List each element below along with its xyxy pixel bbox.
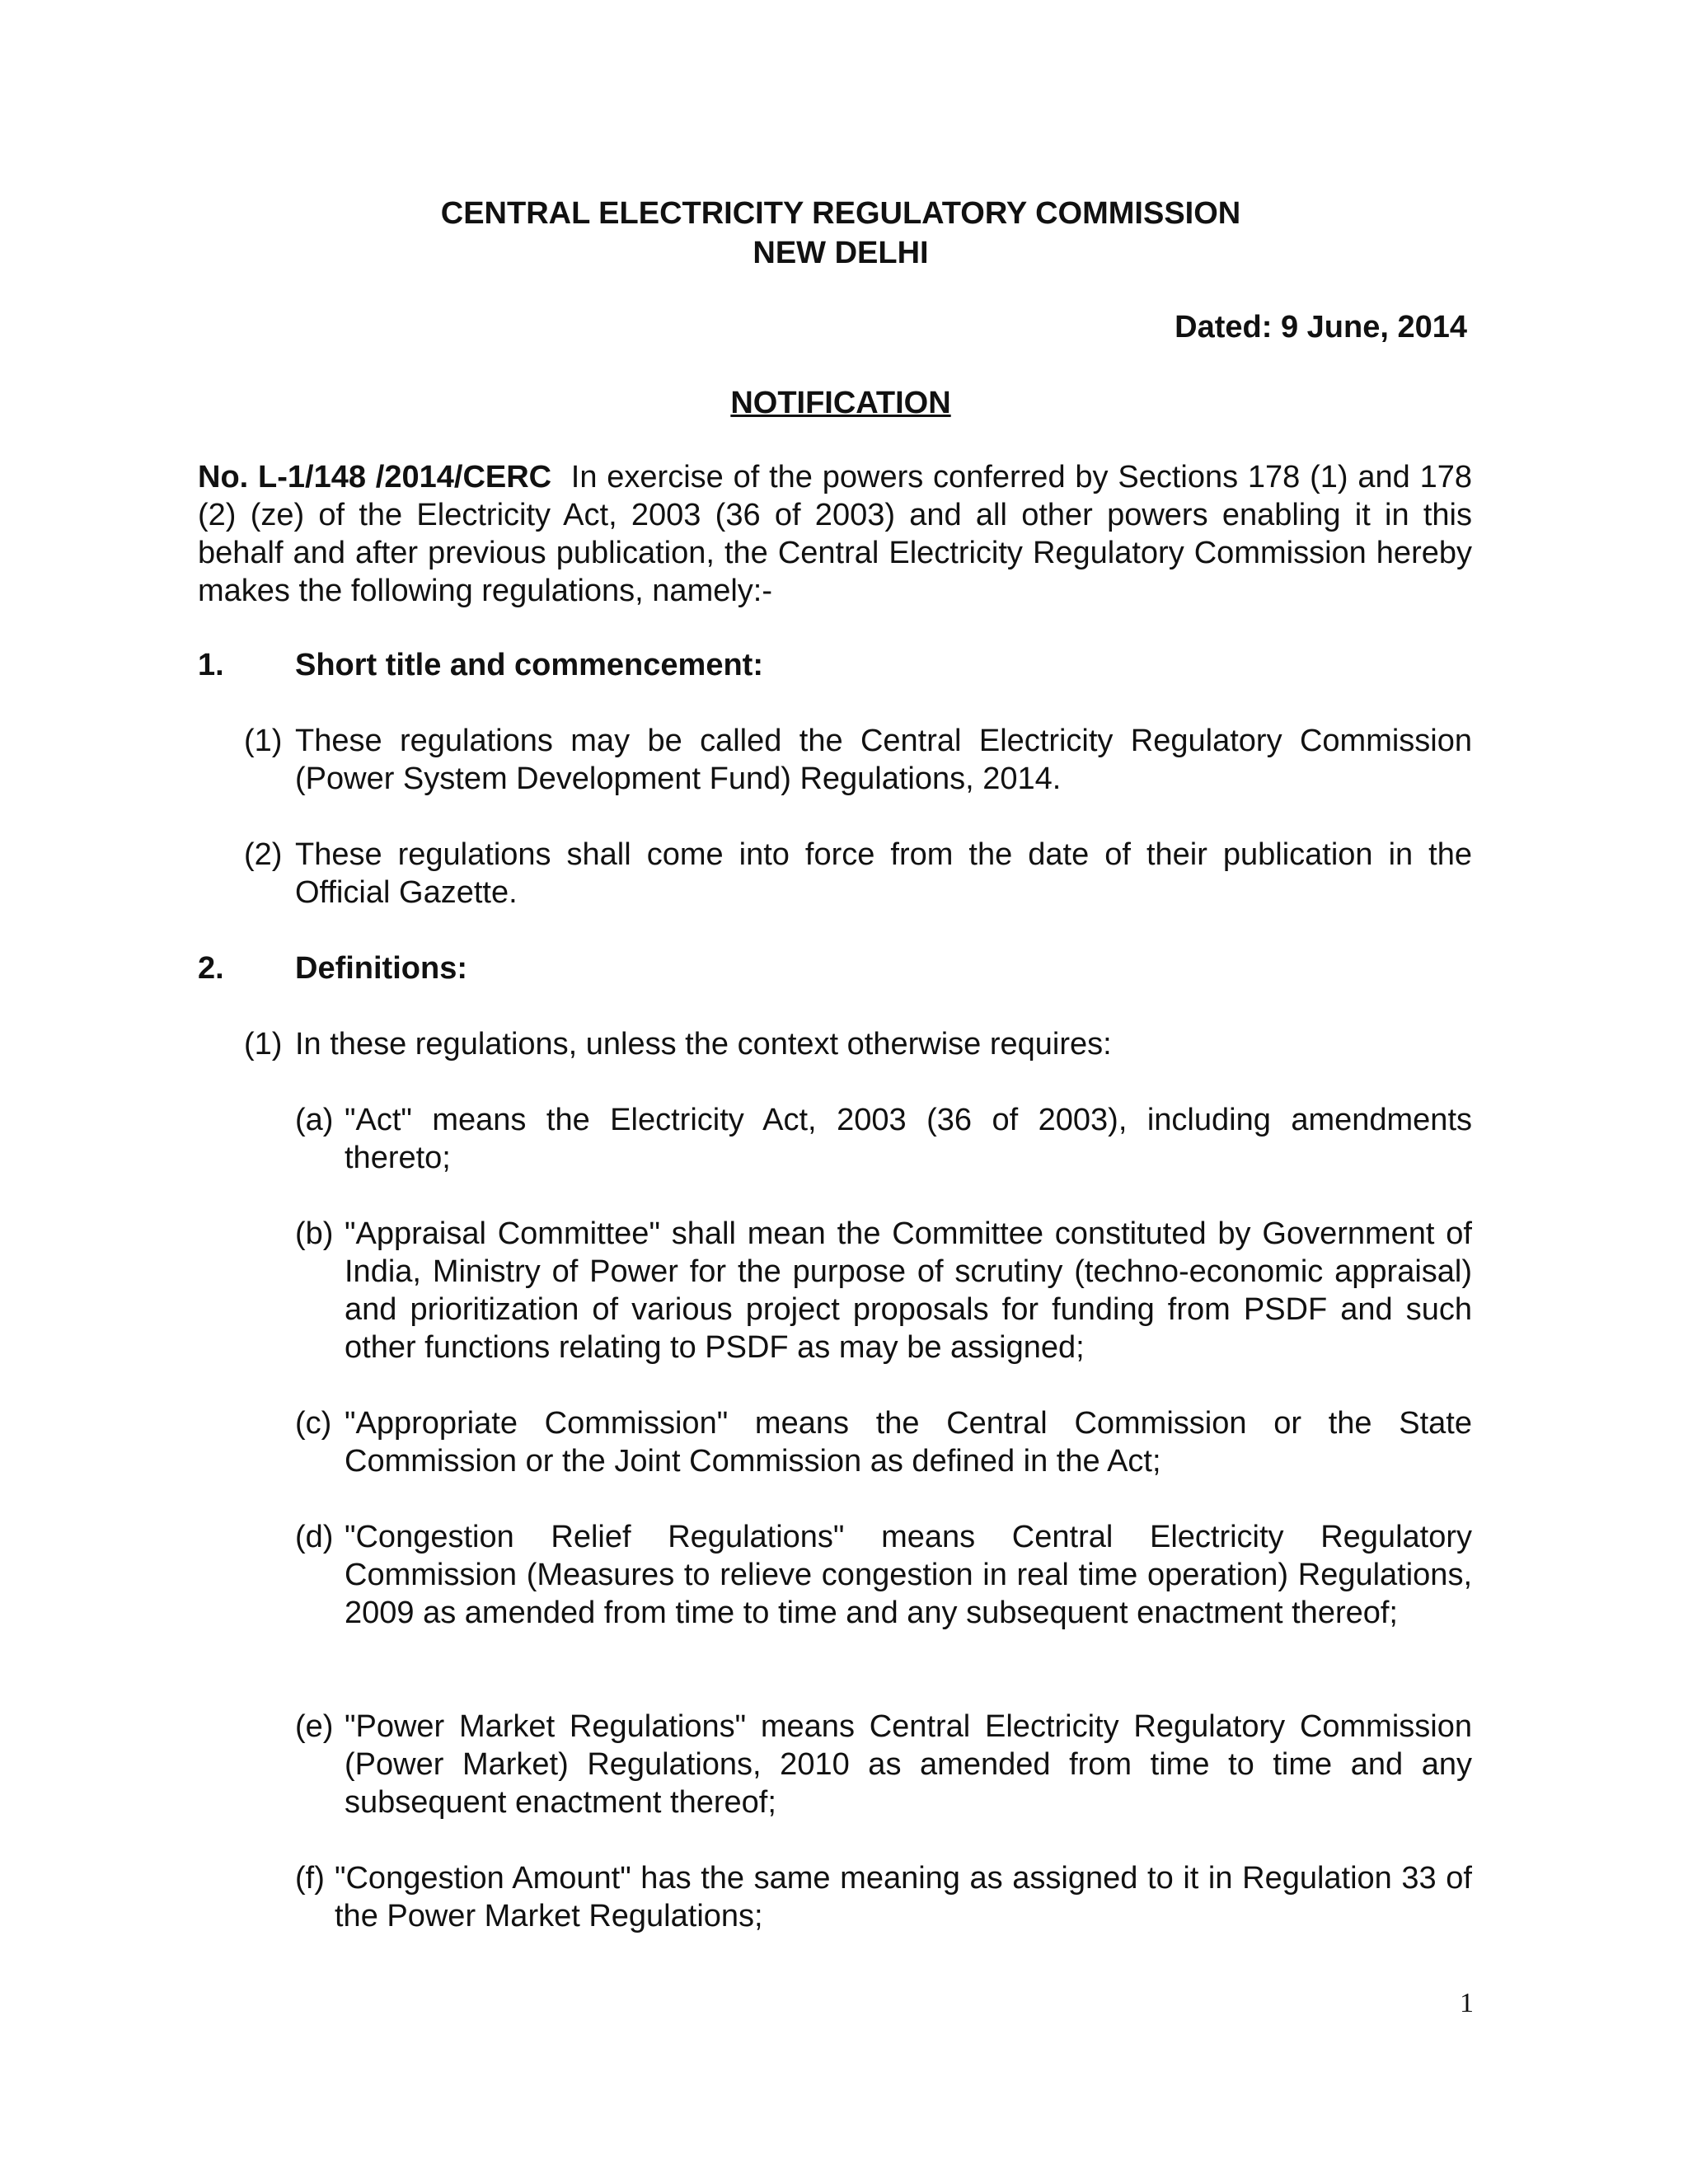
clause-1-2-text: These regulations shall come into force from the date of their publication in the Official Gazette. <box>295 837 1472 910</box>
section-1-number: 1. <box>198 648 224 682</box>
section-2-title: Definitions: <box>295 951 467 986</box>
clause-2-1-label: (1) <box>244 1027 283 1062</box>
definition-d-label: (d) <box>295 1520 334 1554</box>
definition-c-text: "Appropriate Commission" means the Central Commission or the State Commission or the Joint Commission as defined in the Act; <box>345 1406 1472 1479</box>
intro-paragraph <box>198 458 1472 610</box>
clause-1-1-text: These regulations may be called the Central Electricity Regulatory Commission (Power System Development Fund) Regulations, 2014. <box>295 724 1472 796</box>
clause-1-2-label: (2) <box>244 837 283 872</box>
definition-a-text: "Act" means the Electricity Act, 2003 (36 of 2003), including amendments thereto; <box>345 1103 1472 1175</box>
definition-e-label: (e) <box>295 1709 334 1744</box>
definition-f-label: (f) <box>295 1861 325 1896</box>
city-name: NEW DELHI <box>753 236 929 270</box>
definition-b-text: "Appraisal Committee" shall mean the Committee constituted by Government of India, Ministry of Power for the purpose of scrutiny (techno-economic appraisal) and prioritization of various project proposals for funding from PSDF and such other functions relating to PSDF as may be assigned; <box>345 1216 1472 1365</box>
clause-1-1-label: (1) <box>244 724 283 758</box>
notification-ref-no: No. L-1/148 /2014/CERC <box>198 460 552 494</box>
definition-d-text: "Congestion Relief Regulations" means Central Electricity Regulatory Commission (Measures to relieve congestion in real time operation) Regulations, 2009 as amended from time to time and any subsequent enactment thereof; <box>345 1520 1472 1630</box>
section-2-number: 2. <box>198 951 224 986</box>
section-1-title: Short title and commencement: <box>295 648 763 682</box>
org-name: CENTRAL ELECTRICITY REGULATORY COMMISSION <box>440 196 1241 231</box>
definition-a-label: (a) <box>295 1103 334 1137</box>
clause-2-1-text: In these regulations, unless the context otherwise requires: <box>295 1027 1112 1062</box>
notification-title: NOTIFICATION <box>730 386 951 420</box>
definition-c-label: (c) <box>295 1406 332 1441</box>
page-number: 1 <box>1460 1988 1474 2018</box>
definition-f-text: "Congestion Amount" has the same meaning as assigned to it in Regulation 33 of the Power Market Regulations; <box>335 1861 1472 1933</box>
intro-text: In exercise of the powers conferred by Sections 178 (1) and 178 (2) (ze) of the Electricity Act, 2003 (36 of 2003) and all other powers enabling it in this behalf and after previous publication, the Central Electricity Regulatory Commission hereby makes the following regulations, namely:- <box>198 460 1472 608</box>
definition-e-text: "Power Market Regulations" means Central Electricity Regulatory Commission (Power Market) Regulations, 2010 as amended from time to time and any subsequent enactment thereof; <box>345 1709 1472 1820</box>
dated-line: Dated: 9 June, 2014 <box>1175 310 1467 344</box>
definition-b-label: (b) <box>295 1216 334 1251</box>
